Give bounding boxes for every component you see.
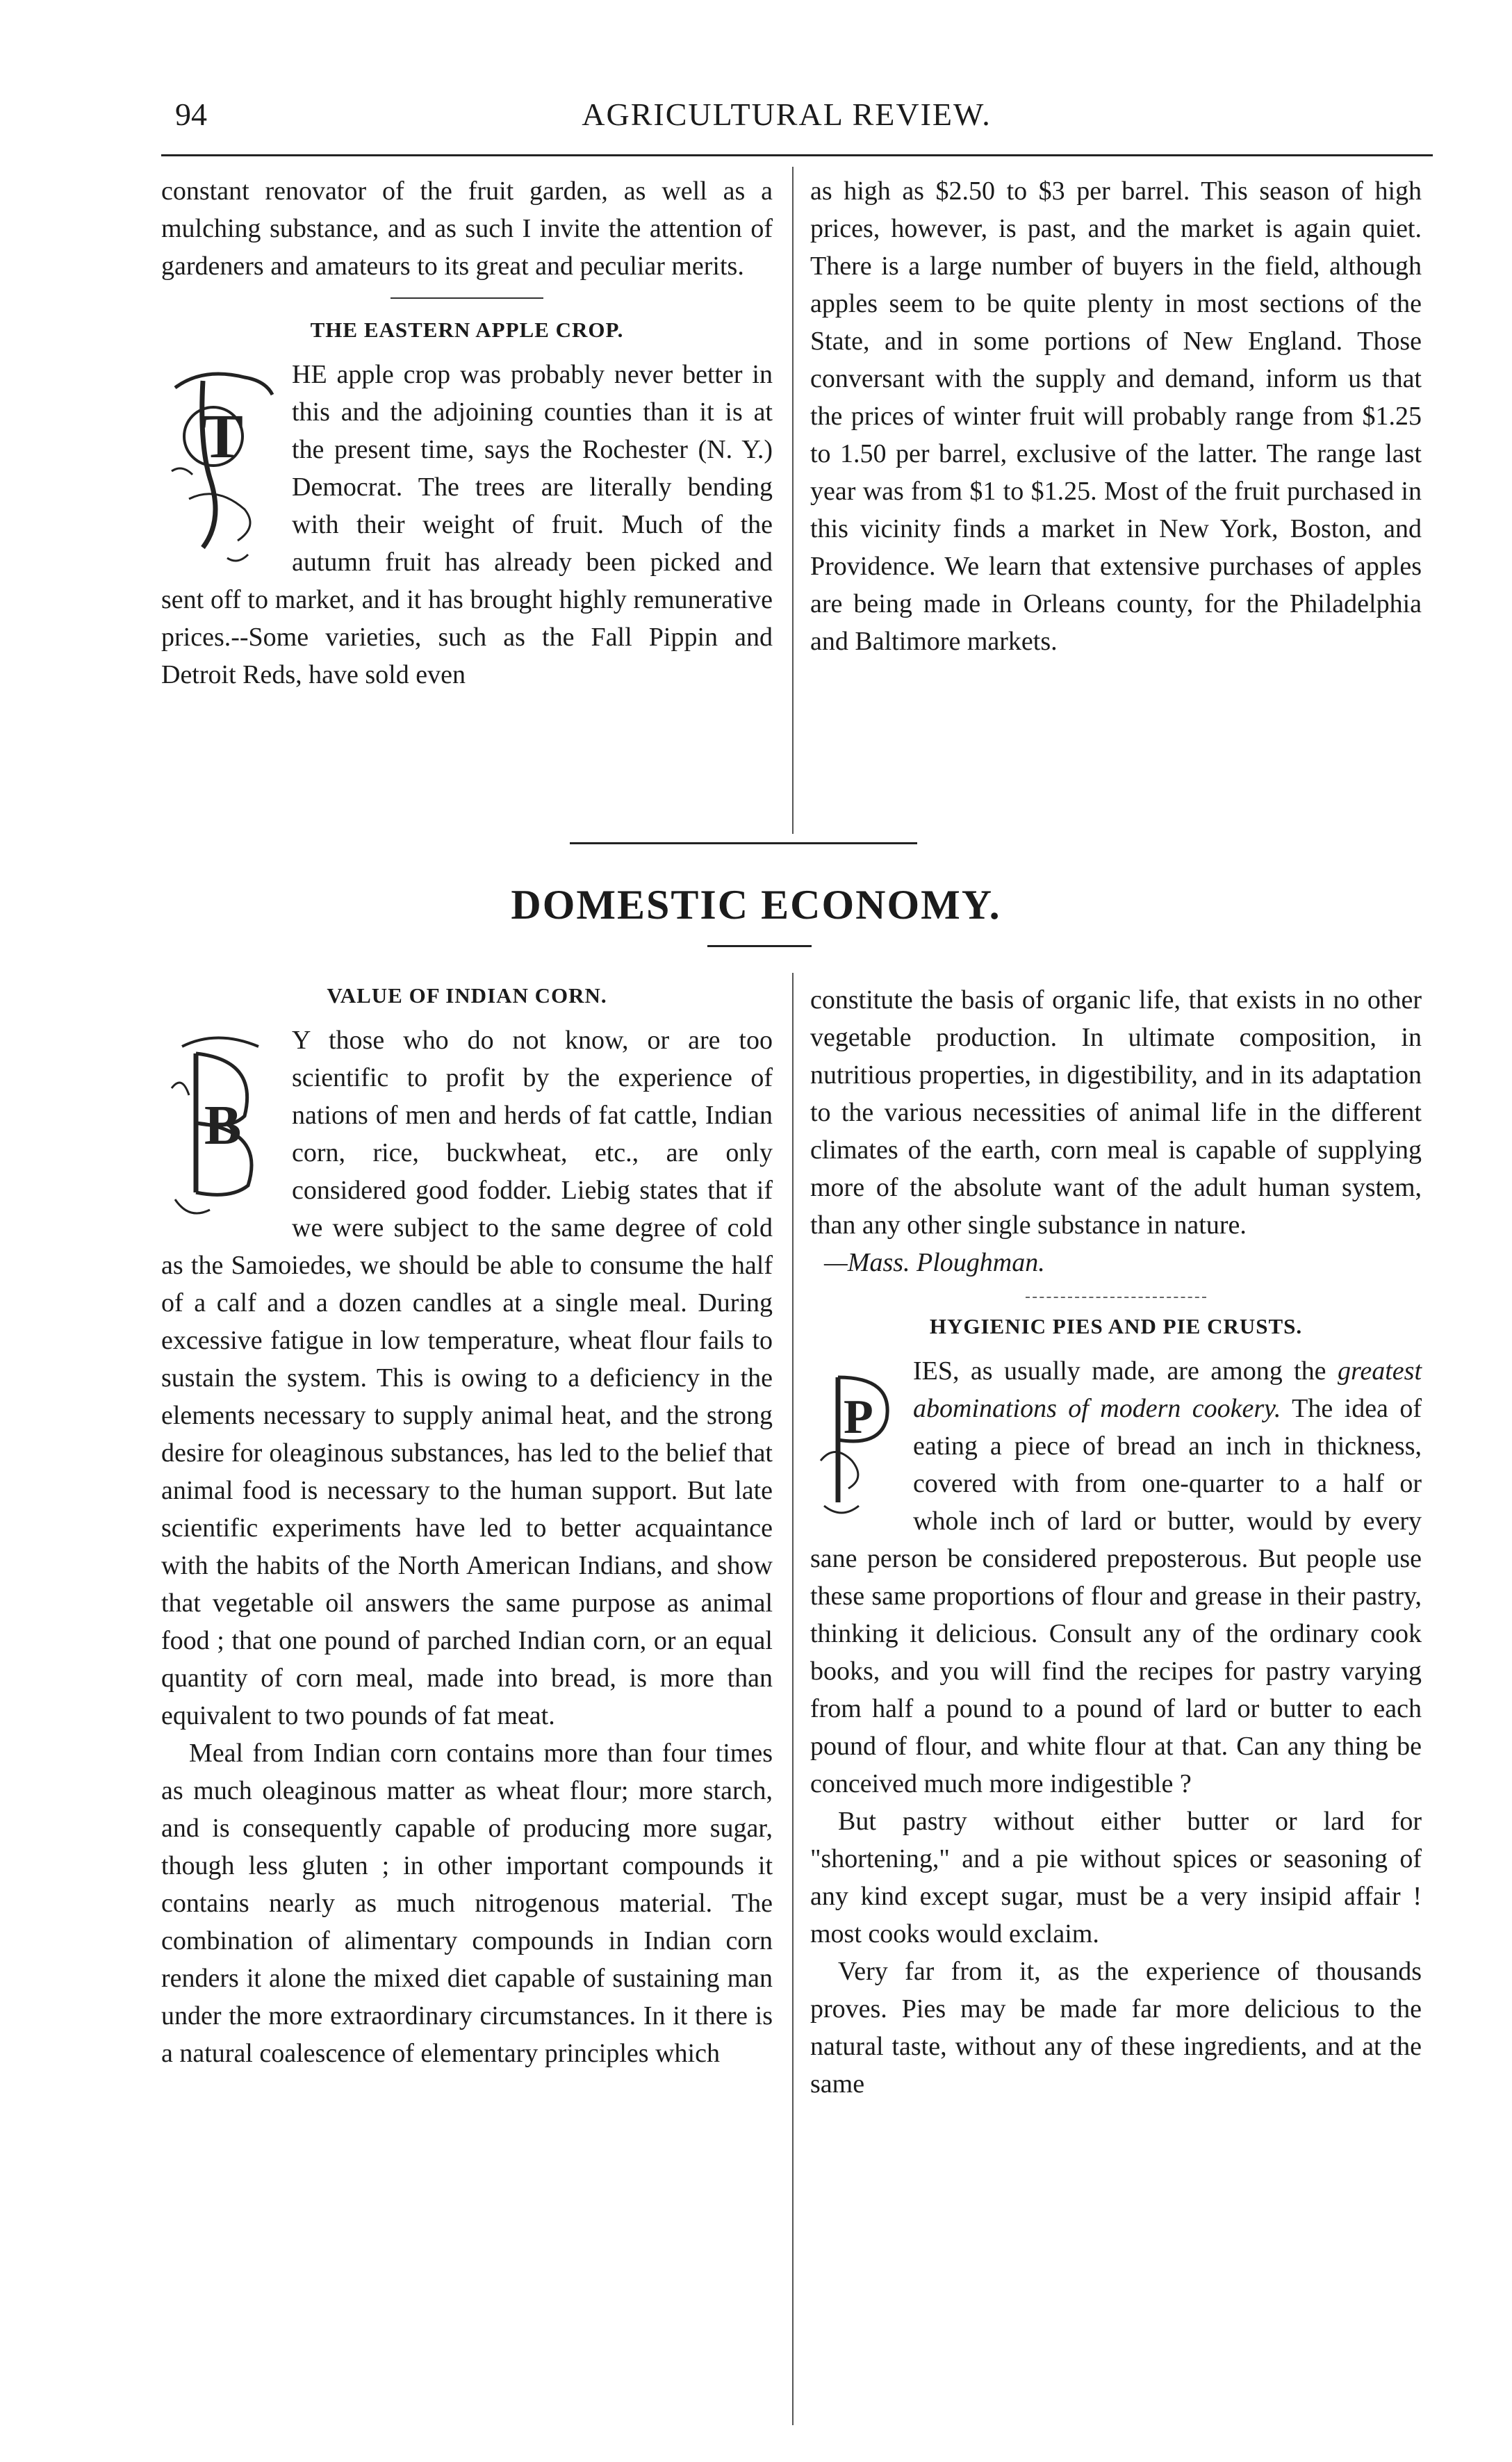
indian-corn-paragraph-1: Y those who do not know, or are too scientific to profit by the experience of nations of men and herds of fat cattle, Indian corn, rice, buckwheat, etc., are only considered good fodder. Liebig states that if we were subject to the same degree of cold as the Samoiedes, we should be able to consume the half of a calf and a dozen candles at a single meal. During excessive fatigue in low temperature, wheat flour fails to sustain the system. This is owing to a deficiency in the elements necessary to supply animal heat, and the strong desire for oleaginous substances, has led to the belief that animal food is necessary to the human support. But late scientific experiments have led to better acquaintance with the habits of the North American Indians, and show that vegetable oil answers the same purpose as animal food ; that one pound of parched Indian corn, or an equal quantity of corn meal, made into bread, is more than equivalent to two pounds of fat meat. [161,1026,773,1730]
bottom-left-column [161,973,773,2072]
top-right-column [810,172,1422,660]
pies-paragraph-3: Very far from it, as the experience of thousands proves. Pies may be made far more delicious to the natural taste, without any of these ingredients, and at the same [810,1957,1422,2099]
journal-title: AGRICULTURAL REVIEW. [582,97,992,132]
ornamental-dropcap-p [810,1356,901,1523]
running-head [161,96,1412,151]
pies-paragraph-1-rest: The idea of eating a piece of bread an inch in thickness, covered with from one-quarter to a half or whole inch of lard or butter, would by every sane person be considered preposterous. But people use these same proportions of flour and grease in their pastry, thinking it delicious. Consult any of the ordinary cook books, and you will find the recipes for pastry varying from half a pound to a pound of lard or butter to each pound of flour, and white flour at that. Can any thing be conceived much more indigestible ? [810,1394,1422,1798]
apple-crop-paragraph: HE apple crop was probably never better in this and the adjoining counties than it is at the present time, says the Rochester (N. Y.) Democrat. The trees are literally bending with their weight of fruit. Much of the autumn fruit has already been picked and sent off to market, and it has brought highly remunerative prices.--Some varieties, such as the Fall Pippin and Detroit Reds, have sold even [161,360,773,689]
top-left-column [161,172,773,694]
column-divider-bottom [792,973,794,2425]
article-separator-dotted [1026,1297,1206,1298]
dropcap-t-ornament [161,360,279,568]
bottom-right-column [810,981,1422,2103]
source-attribution: —Mass. Ploughman. [824,1248,1045,1277]
ornamental-dropcap-b [161,1026,279,1234]
page-number: 94 [175,97,207,132]
svg-text:B: B [204,1095,242,1156]
section-rule-upper [570,842,917,844]
section-heading-domestic-economy: DOMESTIC ECONOMY. [511,882,1001,928]
renovator-paragraph: constant renovator of the fruit garden, as well as a mulching substance, and as such I invite the attention of gardeners and amateurs to its great and peculiar merits. [161,177,773,281]
pies-paragraph-2: But pastry without either butter or lard for "shortening," and a pie without spices or seasoning of any kind except sugar, must be a very insipid affair ! most cooks would exclaim. [810,1807,1422,1948]
article-title-eastern-apple-crop: THE EASTERN APPLE CROP. [310,318,624,342]
header-rule [161,154,1433,156]
pies-paragraph-1 [810,1352,1422,1803]
pies-paragraph-1-italic: greatest abominations of modern cookery. [913,1356,1422,1423]
svg-text:P: P [844,1390,873,1444]
indian-corn-paragraph-2: Meal from Indian corn contains more than four times as much oleaginous matter as wheat flour; more starch, and is consequently capable of producing more sugar, though less gluten ; in other important compounds it contains nearly as much nitrogenous material. The combination of alimentary compounds in Indian corn renders it alone the mixed diet capable of sustaining man under the more extraordinary circumstances. In it there is a natural coalescence of elementary principles which [161,1739,773,2068]
section-rule-lower [707,945,812,947]
dropcap-p-ornament [810,1356,901,1523]
pies-paragraph-1-start: IES, as usually made, are among the [913,1356,1326,1386]
ornamental-dropcap-t [161,360,279,568]
article-separator-rule [391,297,543,299]
column-divider-top [792,167,794,834]
apple-prices-paragraph: as high as $2.50 to $3 per barrel. This season of high prices, however, is past, and the market is again quiet. There is a large number of buyers in the field, although apples seem to be quite plenty in most sections of the State, and in some portions of New England. Those conversant with the supply and demand, inform us that the prices of winter fruit will probably range from $1.25 to 1.50 per barrel, exclusive of the latter. The range last year was from $1 to $1.25. Most of the fruit purchased in this vicinity finds a market in New York, Boston, and Providence. We learn that extensive purchases of apples are being made in Orleans county, for the Philadelphia and Baltimore markets. [810,177,1422,656]
article-title-hygienic-pies: HYGIENIC PIES AND PIE CRUSTS. [929,1314,1303,1338]
dropcap-b-ornament [161,1026,279,1234]
corn-nutrition-paragraph: constitute the basis of organic life, that exists in no other vegetable production. In ultimate composition, in nutritious properties, in digestibility, and in its adaptation to the various necessities of animal life in the different climates of the earth, corn meal is capable of supplying more of the absolute want of the adult human system, than any other single substance in nature. [810,985,1422,1240]
article-title-indian-corn: VALUE OF INDIAN CORN. [327,983,607,1008]
svg-text:T: T [202,402,244,471]
